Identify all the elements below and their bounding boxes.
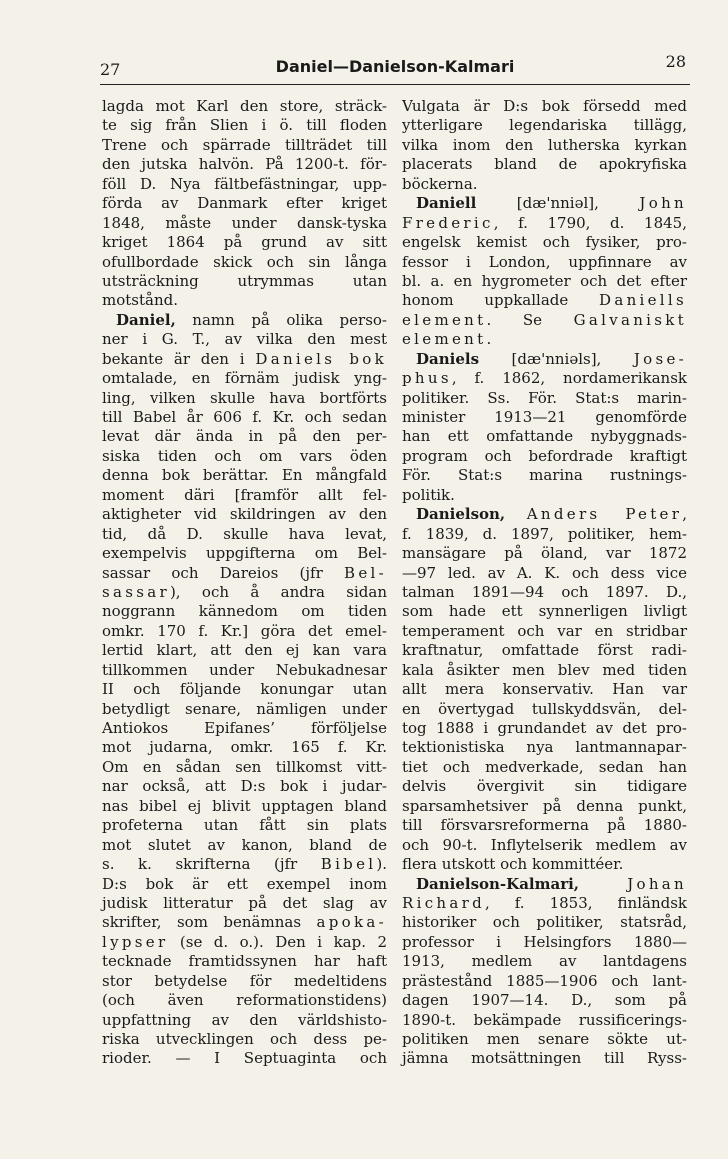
text-line xyxy=(102,408,387,427)
text-run: tid, då D. skulle hava levat, xyxy=(102,524,387,543)
text-line xyxy=(402,272,687,291)
text-run: motstånd. xyxy=(102,291,178,310)
text-line xyxy=(402,369,687,388)
text-line xyxy=(102,175,387,194)
text-line xyxy=(402,155,687,174)
text-line xyxy=(402,622,687,641)
spaced-text: sassar xyxy=(102,582,170,601)
text-run: omkr. 170 f. Kr.] göra det emel- xyxy=(102,621,387,640)
text-run: noggrann kännedom om tiden xyxy=(102,602,387,621)
text-run: vilka inom den lutherska kyrkan xyxy=(402,135,687,154)
text-run: Om en sådan sen tillkomst vitt- xyxy=(102,757,387,776)
text-line xyxy=(402,505,687,524)
text-line xyxy=(402,816,687,835)
text-line xyxy=(402,350,687,369)
running-title: Daniel—Danielson-Kalmari xyxy=(275,57,515,76)
text-run: moment däri [framför allt fel- xyxy=(102,485,387,504)
text-run: placerats bland de apokryfiska xyxy=(402,155,687,174)
text-run: . xyxy=(486,330,492,349)
text-run: engelsk kemist och fysiker, pro- xyxy=(402,233,687,252)
text-run: D:s bok är ett exempel inom xyxy=(102,874,387,893)
text-line xyxy=(402,408,687,427)
text-run: Antiokos Epifanes’ förföljelse xyxy=(102,719,387,737)
text-run: dagen 1907—14. D., som på xyxy=(402,991,687,1010)
text-line xyxy=(402,661,687,680)
page-number-right: 28 xyxy=(665,52,686,71)
text-line xyxy=(102,991,387,1010)
text-line xyxy=(102,758,387,777)
text-run: denna bok berättar. En mångfald xyxy=(102,466,387,485)
text-run: böckerna. xyxy=(402,174,478,193)
spaced-text: element xyxy=(402,330,487,349)
text-line xyxy=(102,116,387,135)
text-line xyxy=(402,486,687,505)
text-line xyxy=(402,175,687,194)
text-line xyxy=(402,933,687,952)
text-run: [dæ'nniəls], xyxy=(479,349,634,368)
text-run: den jutska halvön. På 1200-t. för- xyxy=(102,155,387,174)
text-run: som hade ett synnerligen livligt xyxy=(402,602,687,621)
text-run: kala åsikter men blev med tiden xyxy=(402,660,687,679)
text-run: lagda mot Karl den store, sträck- xyxy=(102,97,387,115)
spaced-text: John xyxy=(639,194,687,213)
text-line xyxy=(402,991,687,1010)
text-line xyxy=(102,214,387,233)
text-line xyxy=(102,525,387,544)
text-line xyxy=(402,1049,687,1068)
text-line xyxy=(102,583,387,602)
text-line xyxy=(402,680,687,699)
text-run: , f. 1862, nordamerikansk xyxy=(451,369,687,388)
spaced-text: apoka- xyxy=(316,913,387,932)
page-number-left: 27 xyxy=(100,60,121,79)
text-line xyxy=(102,233,387,252)
text-run: temperament och var en stridbar xyxy=(402,621,687,640)
text-run: mansägare på öland, var 1872 xyxy=(402,544,687,563)
text-run: en övertygad tullskyddsvän, del- xyxy=(402,699,687,718)
text-line xyxy=(402,253,687,272)
text-run: ofullbordade skick och sin långa xyxy=(102,252,387,271)
text-run: delvis övergivit sin tidigare xyxy=(402,777,687,796)
text-run: prästestånd 1885—1906 och lant- xyxy=(402,971,687,990)
text-line xyxy=(102,466,387,485)
text-run: profeterna utan fått sin plats xyxy=(102,816,387,835)
text-run: , xyxy=(682,505,687,524)
text-run: flera utskott och kommittéer. xyxy=(402,855,624,874)
text-line xyxy=(102,544,387,563)
text-line xyxy=(102,272,387,291)
text-line xyxy=(402,855,687,874)
text-line xyxy=(402,311,687,330)
text-run: riska utvecklingen och dess pe- xyxy=(102,1030,387,1048)
text-run: levat där ända in på den per- xyxy=(102,427,387,446)
text-line xyxy=(102,155,387,174)
text-line xyxy=(102,641,387,660)
text-line xyxy=(102,136,387,155)
text-line xyxy=(402,330,687,349)
text-line xyxy=(402,836,687,855)
text-line xyxy=(402,136,687,155)
text-run: jämna motsättningen till Ryss- xyxy=(402,1049,687,1068)
text-run: lertid klart, att den ej kan vara xyxy=(102,641,387,660)
text-line xyxy=(102,1011,387,1030)
spaced-text: Daniels bok xyxy=(255,349,388,368)
text-line xyxy=(402,797,687,816)
text-line xyxy=(102,952,387,971)
text-line xyxy=(402,466,687,485)
text-run: Vulgata är D:s bok försedd med xyxy=(402,97,687,115)
text-line xyxy=(402,116,687,135)
text-line xyxy=(102,486,387,505)
text-run: politik. xyxy=(402,485,455,504)
text-run: ner i G. T., av vilka den mest xyxy=(102,330,387,349)
text-line xyxy=(102,700,387,719)
text-line xyxy=(102,933,387,952)
text-line xyxy=(102,894,387,913)
running-header xyxy=(100,52,690,85)
text-run: kriget 1864 på grund av sitt xyxy=(102,233,387,252)
text-line xyxy=(102,797,387,816)
spaced-text: lypser xyxy=(102,932,169,951)
text-run: (och även reformationstidens) xyxy=(102,991,387,1010)
text-run: och 90-t. Inflytelserik medlem av xyxy=(402,835,687,854)
text-run: te sig från Slien i ö. till floden xyxy=(102,116,387,135)
spaced-text: Galvaniskt xyxy=(573,310,687,329)
text-run xyxy=(579,875,627,893)
text-line xyxy=(102,505,387,524)
text-line xyxy=(102,836,387,855)
spaced-text: Johan xyxy=(627,874,687,893)
text-run: siska tiden och om vars öden xyxy=(102,446,387,465)
text-line xyxy=(102,194,387,213)
text-run xyxy=(505,505,527,523)
text-run: För. Stat:s marina rustnings- xyxy=(402,466,687,485)
entry-headword: Daniel, xyxy=(116,310,176,329)
text-run: exempelvis uppgifterna om Bel- xyxy=(102,544,387,563)
text-run: ytterligare legendariska tillägg, xyxy=(402,116,687,135)
text-line xyxy=(102,719,387,738)
text-run: tog 1888 i grundandet av det pro- xyxy=(402,719,687,737)
text-line xyxy=(402,972,687,991)
text-run: stor betydelse för medeltidens xyxy=(102,971,387,990)
text-run: historiker och politiker, statsråd, xyxy=(402,913,687,932)
text-line xyxy=(102,97,387,116)
entry-headword: Danielson, xyxy=(416,505,506,524)
spaced-text: Richard xyxy=(402,893,485,912)
text-run: —97 led. av A. K. och dess vice xyxy=(402,563,687,582)
text-line xyxy=(402,525,687,544)
text-line xyxy=(102,311,387,330)
text-run: ling, vilken skulle hava bortförts xyxy=(102,388,387,407)
spaced-text: element xyxy=(402,310,487,329)
text-line xyxy=(102,1049,387,1068)
spaced-text: Daniells xyxy=(599,291,687,310)
text-line xyxy=(402,894,687,913)
text-line xyxy=(102,291,387,310)
text-run: fessor i London, uppfinnare av xyxy=(402,252,687,271)
text-line xyxy=(102,427,387,446)
text-run: kraftnatur, omfattade först radi- xyxy=(402,641,687,660)
text-line xyxy=(102,680,387,699)
text-run: tiet och medverkade, sedan han xyxy=(402,757,687,776)
text-run: 1848, måste under dansk-tyska xyxy=(102,213,387,232)
text-line xyxy=(402,389,687,408)
text-run: minister 1913—21 genomförde xyxy=(402,408,687,426)
text-line xyxy=(402,233,687,252)
text-run: han ett omfattande nybyggnads- xyxy=(402,427,687,446)
text-run: Trene och spärrade tillträdet till xyxy=(102,135,387,154)
text-run: namn på olika perso- xyxy=(175,310,387,329)
text-line xyxy=(102,972,387,991)
text-line xyxy=(402,875,687,894)
text-run: , f. 1790, d. 1845, xyxy=(493,213,687,232)
text-line xyxy=(402,1011,687,1030)
text-line xyxy=(402,913,687,932)
text-run: tillkommen under Nebukadnesar xyxy=(102,660,387,679)
entry-headword: Danielson-Kalmari, xyxy=(416,874,580,893)
text-run: ). xyxy=(376,855,387,874)
text-run: nar också, att D:s bok i judar- xyxy=(102,777,387,796)
text-run: utsträckning utrymmas utan xyxy=(102,271,387,290)
text-run: mot slutet av kanon, bland de xyxy=(102,835,387,854)
text-line xyxy=(402,564,687,583)
text-run: till försvarsreformerna på 1880- xyxy=(402,816,687,835)
text-line xyxy=(102,253,387,272)
text-line xyxy=(102,816,387,835)
spaced-text: Frederic xyxy=(402,213,494,232)
text-line xyxy=(402,291,687,310)
text-run: skrifter, som benämnas xyxy=(102,913,317,932)
text-line xyxy=(102,602,387,621)
text-line xyxy=(402,194,687,213)
text-line xyxy=(102,738,387,757)
text-line xyxy=(402,583,687,602)
text-line xyxy=(102,369,387,388)
text-run: mot judarna, omkr. 165 f. Kr. xyxy=(102,738,387,757)
text-line xyxy=(402,641,687,660)
text-line xyxy=(102,1030,387,1049)
text-run: föll D. Nya fältbefästningar, upp- xyxy=(102,174,387,193)
text-line xyxy=(102,330,387,349)
text-run: rioder. — I Septuaginta och xyxy=(102,1049,387,1068)
text-line xyxy=(402,700,687,719)
text-line xyxy=(102,447,387,466)
text-run: bekante är den i xyxy=(102,349,256,368)
text-run: [dæ'nniəl], xyxy=(476,194,640,213)
text-run: s. k. skrifterna (jfr xyxy=(102,855,321,874)
text-run: judisk litteratur på det slag av xyxy=(102,893,387,912)
text-line xyxy=(102,661,387,680)
text-line xyxy=(102,622,387,641)
text-run: , f. 1853, finländsk xyxy=(484,893,687,912)
text-run: (se d. o.). Den i kap. 2 xyxy=(168,932,387,951)
text-run: professor i Helsingfors 1880— xyxy=(402,932,687,951)
text-run: program och befordrade kraftigt xyxy=(402,446,687,465)
entry-headword: Daniels xyxy=(416,349,480,368)
text-line xyxy=(102,855,387,874)
text-line xyxy=(102,350,387,369)
left-text-column xyxy=(102,97,387,1069)
text-run: sparsamhetsiver på denna punkt, xyxy=(402,796,687,815)
text-line xyxy=(402,777,687,796)
text-run: förda av Danmark efter kriget xyxy=(102,194,387,213)
text-run: II och följande konungar utan xyxy=(102,680,387,699)
text-run: sassar och Dareios (jfr xyxy=(102,563,345,582)
text-line xyxy=(102,389,387,408)
text-run: betydligt senare, nämligen under xyxy=(102,699,387,718)
text-line xyxy=(402,97,687,116)
spaced-text: Bibel xyxy=(320,855,377,874)
text-run: uppfattning av den världshisto- xyxy=(102,1010,387,1029)
text-run: f. 1839, d. 1897, politiker, hem- xyxy=(402,524,687,543)
text-line xyxy=(402,738,687,757)
text-run: talman 1891—94 och 1897. D., xyxy=(402,582,687,601)
text-run: . Se xyxy=(486,310,574,329)
text-line xyxy=(402,602,687,621)
text-run: tektionistiska nya lantmannapar- xyxy=(402,738,687,757)
text-line xyxy=(402,758,687,777)
text-line xyxy=(402,214,687,233)
text-line xyxy=(102,913,387,932)
text-line xyxy=(402,1030,687,1049)
text-run: politiker. Ss. För. Stat:s marin- xyxy=(402,388,687,407)
text-run: 1890-t. bekämpade russificerings- xyxy=(402,1010,687,1029)
text-line xyxy=(402,447,687,466)
text-run: bl. a. en hygrometer och det efter xyxy=(402,271,687,290)
text-line xyxy=(102,875,387,894)
text-line xyxy=(402,544,687,563)
text-run: aktigheter vid skildringen av den xyxy=(102,505,387,524)
text-run: allt mera konservativ. Han var xyxy=(402,680,687,699)
text-run: omtalade, en förnäm judisk yng- xyxy=(102,369,387,388)
text-line xyxy=(102,777,387,796)
text-run: nas bibel ej blivit upptagen bland xyxy=(102,796,387,815)
text-line xyxy=(402,952,687,971)
text-line xyxy=(102,564,387,583)
text-run: tecknade framtidssynen har haft xyxy=(102,952,387,971)
text-run: honom uppkallade xyxy=(402,291,599,310)
spaced-text: phus xyxy=(402,369,452,388)
text-run: politiken men senare sökte ut- xyxy=(402,1030,687,1048)
text-line xyxy=(402,719,687,738)
spaced-text: Jose- xyxy=(633,349,687,368)
text-run: 1913, medlem av lantdagens xyxy=(402,952,687,971)
entry-headword: Daniell xyxy=(416,194,477,213)
text-line xyxy=(402,427,687,446)
spaced-text: Bel- xyxy=(344,563,387,582)
spaced-text: Anders Peter xyxy=(526,505,683,524)
text-run: ), och å andra sidan xyxy=(169,582,387,601)
right-text-column xyxy=(402,97,687,1069)
text-run: till Babel år 606 f. Kr. och sedan xyxy=(102,408,387,426)
